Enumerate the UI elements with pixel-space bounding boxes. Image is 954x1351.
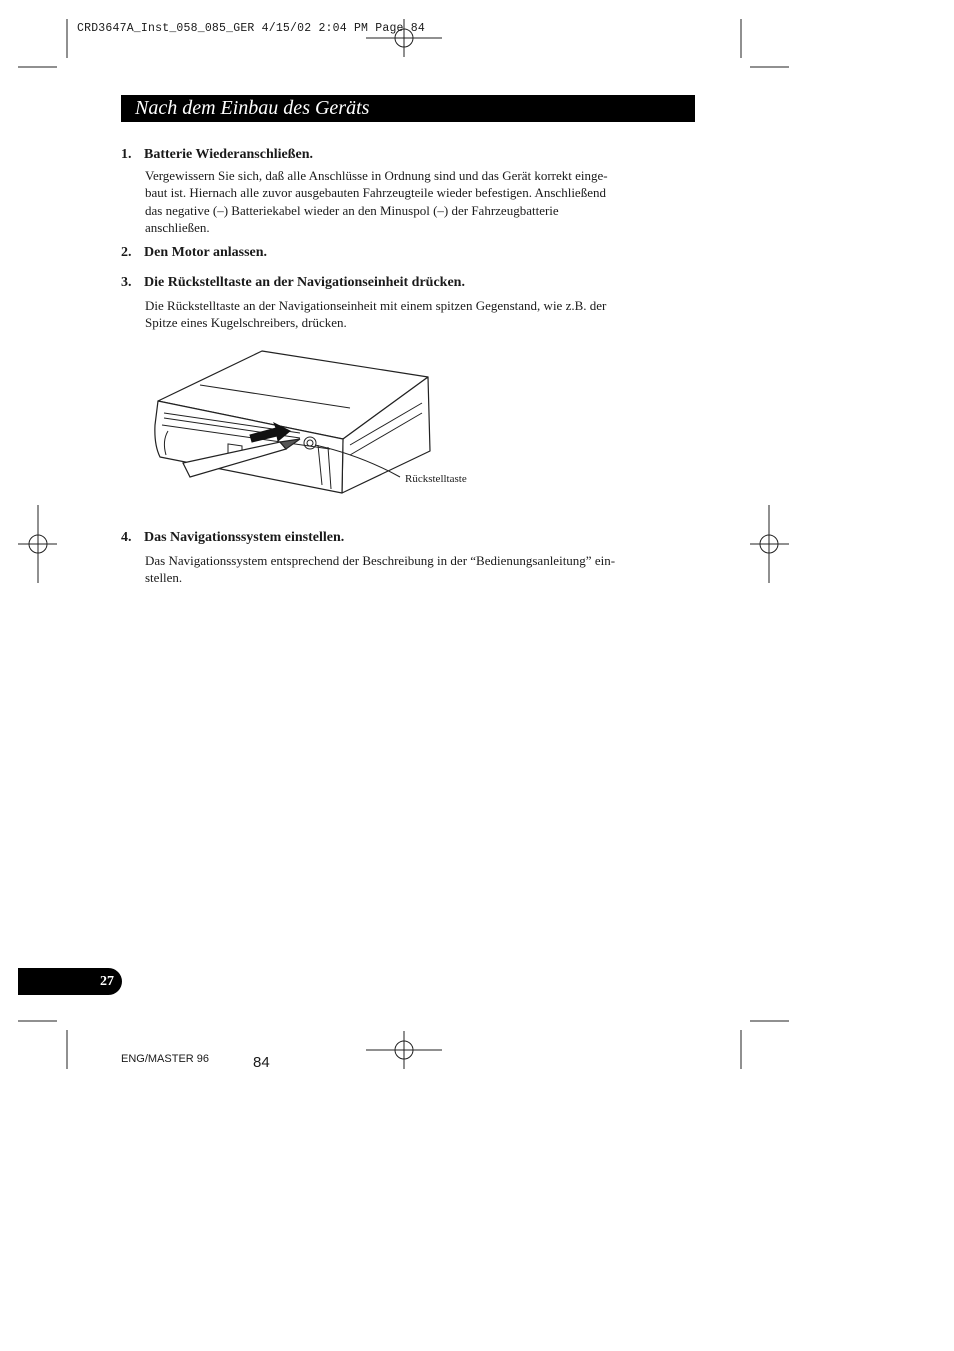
step-3-heading [121, 275, 465, 291]
step-4-heading [121, 530, 344, 546]
step-1-number: 1. [121, 147, 132, 162]
page-tab [18, 968, 122, 995]
step-1-line: das negative (–) Batteriekabel wieder an den Minuspol (–) der Fahrzeugbatterie [145, 202, 559, 218]
section-title-bar [121, 95, 695, 122]
step-1-title: Batterie Wiederanschließen. [144, 147, 314, 162]
reset-button-callout: Rückstelltaste [405, 473, 467, 485]
step-3-line: Spitze eines Kugelschreibers, drücken. [145, 315, 347, 331]
step-3-title: Die Rückstelltaste an der Navigationseinheit drücken. [144, 275, 465, 290]
step-2-title: Den Motor anlassen. [144, 245, 268, 260]
step-1-line: Vergewissern Sie sich, daß alle Anschlüsse in Ordnung sind und das Gerät korrekt einge- [145, 168, 608, 183]
step-3-body [145, 297, 665, 332]
step-4-line: Das Navigationssystem entsprechend der Beschreibung in der “Bedienungsanleitung” ein- [145, 553, 616, 568]
step-3-number: 3. [121, 275, 132, 290]
step-4-line: stellen. [145, 570, 183, 586]
step-2-heading [121, 245, 267, 261]
step-2-number: 2. [121, 245, 132, 260]
step-1-line: anschließen. [145, 219, 210, 235]
step-1-body [145, 167, 665, 236]
step-1-heading [121, 147, 313, 163]
page-title: Nach dem Einbau des Geräts [135, 97, 370, 119]
navigation-unit-illustration [150, 345, 440, 500]
step-4-number: 4. [121, 530, 132, 545]
page-tab-number: 27 [100, 974, 114, 989]
footer-page-number: 84 [253, 1054, 270, 1071]
step-4-body [145, 552, 665, 587]
step-4-title: Das Navigationssystem einstellen. [144, 530, 345, 545]
step-3-line: Die Rückstelltaste an der Navigationseinheit mit einem spitzen Gegenstand, wie z.B. der [145, 298, 607, 313]
print-slug: CRD3647A_Inst_058_085_GER 4/15/02 2:04 PM Page 84 [77, 22, 425, 35]
step-1-line: baut ist. Hiernach alle zuvor ausgebauten Fahrzeugteile wieder befestigen. Anschließend [145, 185, 606, 201]
footer-master-label: ENG/MASTER 96 [121, 1053, 210, 1065]
